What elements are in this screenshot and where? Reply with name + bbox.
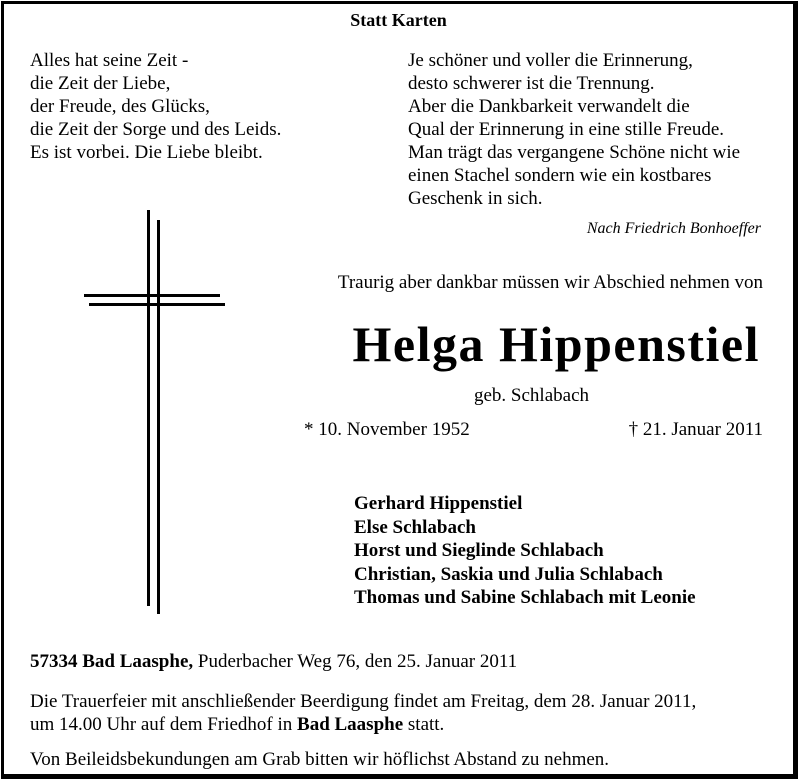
cross-vertical-bar (157, 220, 160, 614)
cross-horizontal-bar (84, 294, 220, 297)
cross-vertical-bar (147, 210, 150, 606)
poem-line: Es ist vorbei. Die Liebe bleibt. (30, 142, 263, 163)
family-member: Horst und Sieglinde Schlabach (354, 540, 604, 561)
deceased-name: Helga Hippenstiel (352, 316, 760, 372)
ceremony-text: statt. (403, 714, 445, 735)
family-member: Gerhard Hippenstiel (354, 493, 523, 514)
poem-line: Alles hat seine Zeit - (30, 50, 189, 71)
address-street-date: Puderbacher Weg 76, den 25. Januar 2011 (197, 651, 518, 672)
poem-line: Qual der Erinnerung in eine stille Freude. (408, 119, 725, 140)
poem-line: Geschenk in sich. (408, 188, 543, 209)
ceremony-line (30, 713, 696, 736)
ceremony-place: Bad Laasphe (297, 714, 404, 735)
obituary-notice (1, 1, 798, 779)
family-list (354, 492, 696, 610)
address-line (30, 651, 517, 673)
cross-icon (79, 208, 229, 618)
cross-horizontal-bar (89, 303, 225, 306)
ceremony-text: um 14.00 Uhr auf dem Friedhof in (30, 714, 298, 735)
birth-date: * 10. November 1952 (304, 419, 470, 440)
intro-text: Traurig aber dankbar müssen wir Abschied nehmen von (337, 272, 763, 293)
poem-line: Aber die Dankbarkeit verwandelt die (408, 96, 690, 117)
poem-line: einen Stachel sondern wie ein kostbares (408, 165, 712, 186)
poem-line: desto schwerer ist die Trennung. (408, 73, 655, 94)
poem-line: Je schöner und voller die Erinnerung, (408, 50, 693, 71)
family-member: Christian, Saskia und Julia Schlabach (354, 563, 663, 585)
poem-line: Man trägt das vergangene Schöne nicht wie (408, 142, 741, 163)
poem-line: die Zeit der Sorge und des Leids. (30, 119, 282, 140)
ceremony-line: Die Trauerfeier mit anschließender Beerdigung findet am Freitag, dem 28. Januar 2011, (30, 691, 697, 712)
maiden-name: geb. Schlabach (474, 385, 590, 406)
poem-line: die Zeit der Liebe, (30, 73, 171, 94)
address-place: 57334 Bad Laasphe, (30, 651, 194, 672)
poem-attribution: Nach Friedrich Bonhoeffer (586, 220, 761, 237)
family-member: Else Schlabach (354, 516, 476, 538)
death-date: † 21. Januar 2011 (628, 419, 763, 440)
poem-left (30, 49, 281, 164)
poem-right (408, 49, 740, 210)
poem-line: der Freude, des Glücks, (30, 96, 210, 117)
condolence-request: Von Beileidsbekundungen am Grab bitten wir höflichst Abstand zu nehmen. (30, 749, 610, 770)
header-title: Statt Karten (350, 10, 447, 30)
ceremony-info (30, 690, 696, 736)
family-member: Thomas und Sabine Schlabach mit Leonie (354, 587, 696, 608)
